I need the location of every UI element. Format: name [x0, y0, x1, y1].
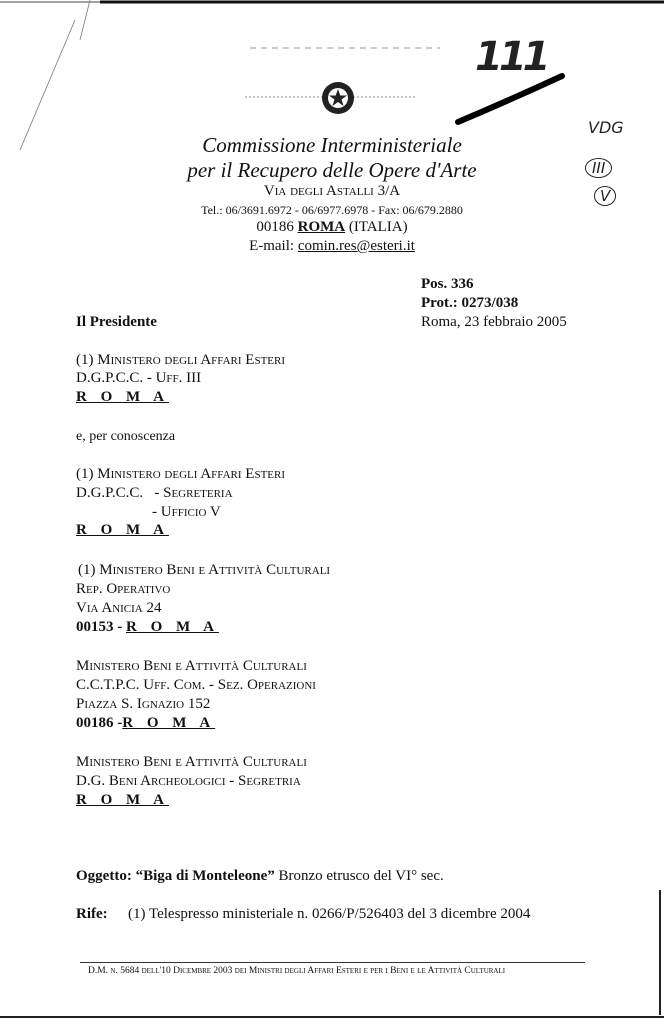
recipient-1-line-2: D.G.P.C.C. - Uff. III	[76, 370, 202, 386]
republic-emblem-icon	[320, 80, 356, 116]
cc-2-postal-code: 00153 -	[76, 619, 126, 635]
cc-2-line-3: Via Anicia 24	[76, 600, 162, 616]
letterhead-city-line	[0, 219, 664, 236]
cc-2-line-2: Rep. Operativo	[76, 581, 171, 597]
cc-1-city: R O M A	[76, 522, 169, 538]
cc-4-line-1: Ministero Beni e Attività Culturali	[76, 754, 307, 770]
subject-label: Oggetto:	[76, 868, 132, 884]
handwritten-number: 111	[475, 34, 547, 80]
cc-3-city: R O M A	[122, 715, 216, 731]
email-link[interactable]: comin.res@esteri.it	[297, 238, 415, 254]
position-number: Pos. 336	[421, 276, 474, 292]
city: ROMA	[297, 219, 346, 235]
subject-title: “Biga di Monteleone”	[135, 868, 275, 884]
handwritten-roman-1: III	[585, 158, 612, 178]
cc-label: e, per conoscenza	[76, 429, 176, 444]
letterhead-title-line1: Commissione Interministeriale	[202, 133, 462, 157]
cc-2-city-line	[76, 619, 219, 636]
reference-label: Rife:	[76, 906, 108, 922]
letterhead-title-line2: per il Recupero delle Opere d'Arte	[187, 158, 477, 182]
cc-3-line-2: C.C.T.P.C. Uff. Com. - Sez. Operazioni	[76, 677, 316, 693]
date-line: Roma, 23 febbraio 2005	[421, 314, 567, 330]
handwritten-initials: VDG	[588, 118, 624, 137]
cc-3-postal-code: 00186 -	[76, 715, 123, 731]
country: (ITALIA)	[348, 219, 408, 235]
recipient-1-city: R O M A	[76, 389, 169, 405]
cc-4-city: R O M A	[76, 792, 169, 808]
postal-code: 00186	[256, 219, 294, 235]
subject-rest: Bronzo etrusco del VI° sec.	[274, 868, 444, 884]
cc-2-city: R O M A	[126, 619, 219, 635]
cc-4-line-2: D.G. Beni Archeologici - Segretria	[76, 773, 301, 789]
recipient-1-line-1: (1) Ministero degli Affari Esteri	[76, 352, 286, 368]
reference-text: (1) Telespresso ministeriale n. 0266/P/526403 del 3 dicembre 2004	[128, 906, 531, 922]
cc-1-line-2: D.G.P.C.C. - Segreteria	[76, 485, 233, 501]
cc-1-line-3: - Ufficio V	[152, 504, 221, 520]
subject-line	[76, 868, 444, 885]
footer-text: D.M. n. 5684 dell'10 Dicembre 2003 dei Ministri degli Affari Esteri e per i Beni e le Attività Culturali	[88, 966, 506, 976]
handwritten-roman-2: V	[594, 186, 616, 206]
cc-1-line-1: (1) Ministero degli Affari Esteri	[76, 466, 286, 482]
letterhead-email-line	[0, 238, 664, 255]
email-label: E-mail:	[249, 238, 295, 254]
cc-3-line-3: Piazza S. Ignazio 152	[76, 696, 211, 712]
letterhead-phones: Tel.: 06/3691.6972 - 06/6977.6978 - Fax: 06/679.2880	[201, 203, 463, 217]
footer-divider	[80, 962, 585, 963]
protocol-number: Prot.: 0273/038	[421, 295, 519, 311]
cc-3-city-line	[76, 715, 215, 732]
letterhead-address: Via degli Astalli 3/A	[263, 183, 401, 199]
sender: Il Presidente	[76, 314, 157, 330]
cc-3-line-1: Ministero Beni e Attività Culturali	[76, 658, 307, 674]
cc-2-line-1: (1) Ministero Beni e Attività Culturali	[78, 562, 331, 578]
